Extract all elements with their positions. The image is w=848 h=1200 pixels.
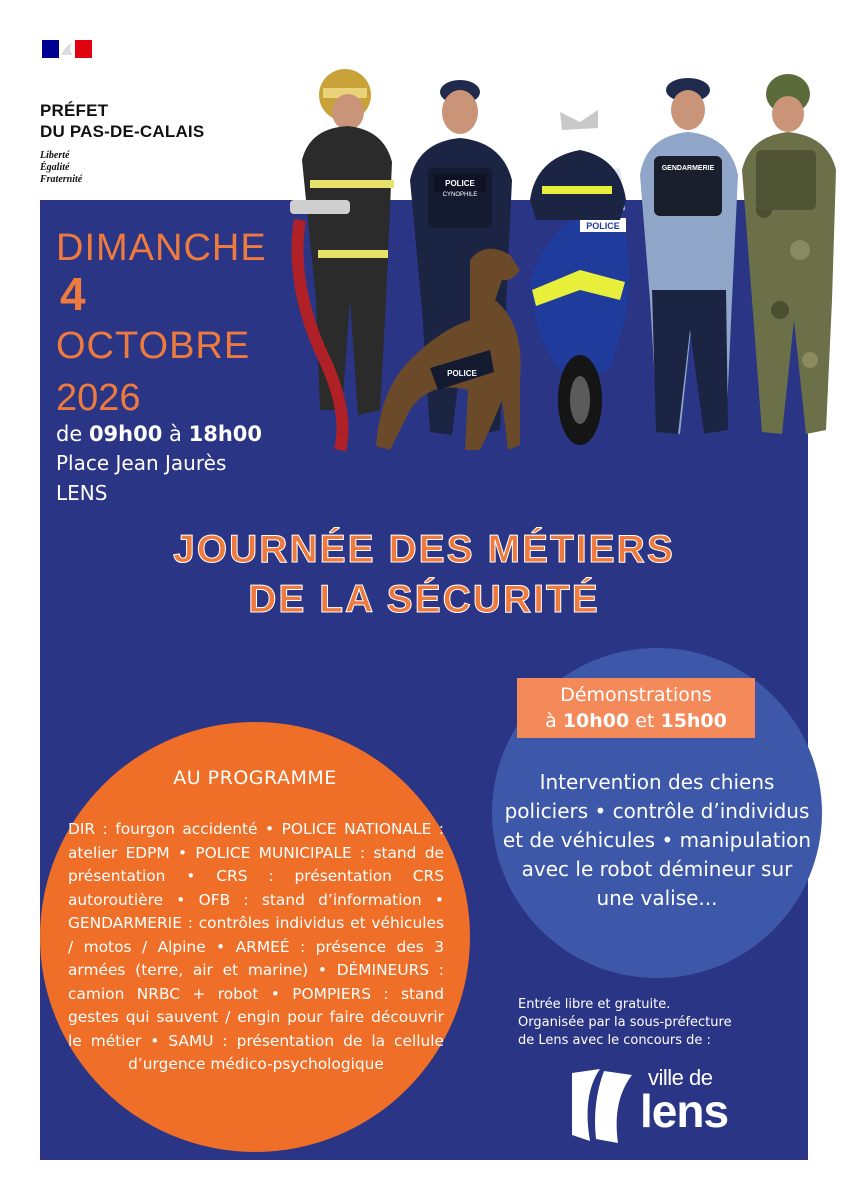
prefet-logo [40,40,240,185]
event-day-number: 4 [60,268,86,320]
demo-time-1: 10h00 [562,710,630,732]
security-personnel-photo [280,50,840,470]
entry-free: Entrée libre et gratuite. [518,997,671,1012]
gendarmerie-label: GENDARMERIE [661,165,715,172]
programme-heading: AU PROGRAMME [173,767,337,789]
demo-time-prefix: à [545,710,557,732]
event-city: LENS [56,481,108,505]
prefet-title [40,100,204,142]
time-separator: à [169,422,182,446]
republic-motto [40,150,82,186]
motto-fraternite: Fraternité [40,174,83,185]
motto-liberte: Liberté [40,150,70,161]
event-month: OCTOBRE [56,325,251,367]
event-day: DIMANCHE [56,227,267,269]
page-title [40,525,808,625]
time-prefix: de [56,422,83,446]
motorcycle-police-label: POLICE [586,221,620,231]
police-cynophile-label: POLICE [445,179,475,188]
firefighter-figure [290,69,394,450]
page-title-line1: JOURNÉE DES MÉTIERS [173,528,675,571]
demonstrations-label: Démonstrations [560,684,712,706]
demo-time-separator: et [635,710,655,732]
demo-time-2: 15h00 [660,710,727,732]
lens-logo-big-text: lens [640,1085,729,1137]
organised-by-line1: Organisée par la sous-préfecture [518,1015,732,1030]
demonstrations-description: Intervention des chiens policiers • contrôle d’individus et de véhicules • manipulation avec le robot démineur sur une valise... [502,770,812,910]
soldier-figure [742,74,836,434]
lens-logo-small-text: ville de [648,1065,713,1090]
organised-by-line2: de Lens avec le concours de : [518,1033,711,1048]
motorcycle-officer-figure [530,86,626,220]
event-year: 2026 [56,377,141,419]
event-place: Place Jean Jaurès [56,451,227,475]
marianne-flag-icon [42,40,92,58]
motto-egalite: Égalité [40,162,70,173]
gendarme-figure [640,78,738,434]
svg-text:CYNOPHILE: CYNOPHILE [442,192,478,198]
prefet-title-line1: PRÉFET [40,101,109,120]
demonstrations-times [517,708,755,734]
demonstrations-badge [517,678,755,738]
dog-police-label: POLICE [447,369,477,378]
prefet-title-line2: DU PAS-DE-CALAIS [40,122,205,141]
time-end: 18h00 [188,422,262,446]
entry-info [518,996,798,1050]
event-time [56,421,262,447]
programme-text: DIR : fourgon accidenté • POLICE NATIONALE : atelier EDPM • POLICE MUNICIPALE : stand de présentation • CRS : présentation CRS autoroutière • OFB : stand d’information • GENDARMERIE : contrôles individus et véhicules / motos / Alpine • ARMEÉ : présence des 3 armées (terre, air et marine) • DÉMINEURS : camion NRBC + robot • POMPIERS : stand gestes qui sauvent / engin pour faire découvrir le métier • SAMU : présentation de la cellule d’urgence médico-psychologique [68,820,444,1073]
page-title-line2: DE LA SÉCURITÉ [248,578,600,621]
time-start: 09h00 [88,422,163,446]
